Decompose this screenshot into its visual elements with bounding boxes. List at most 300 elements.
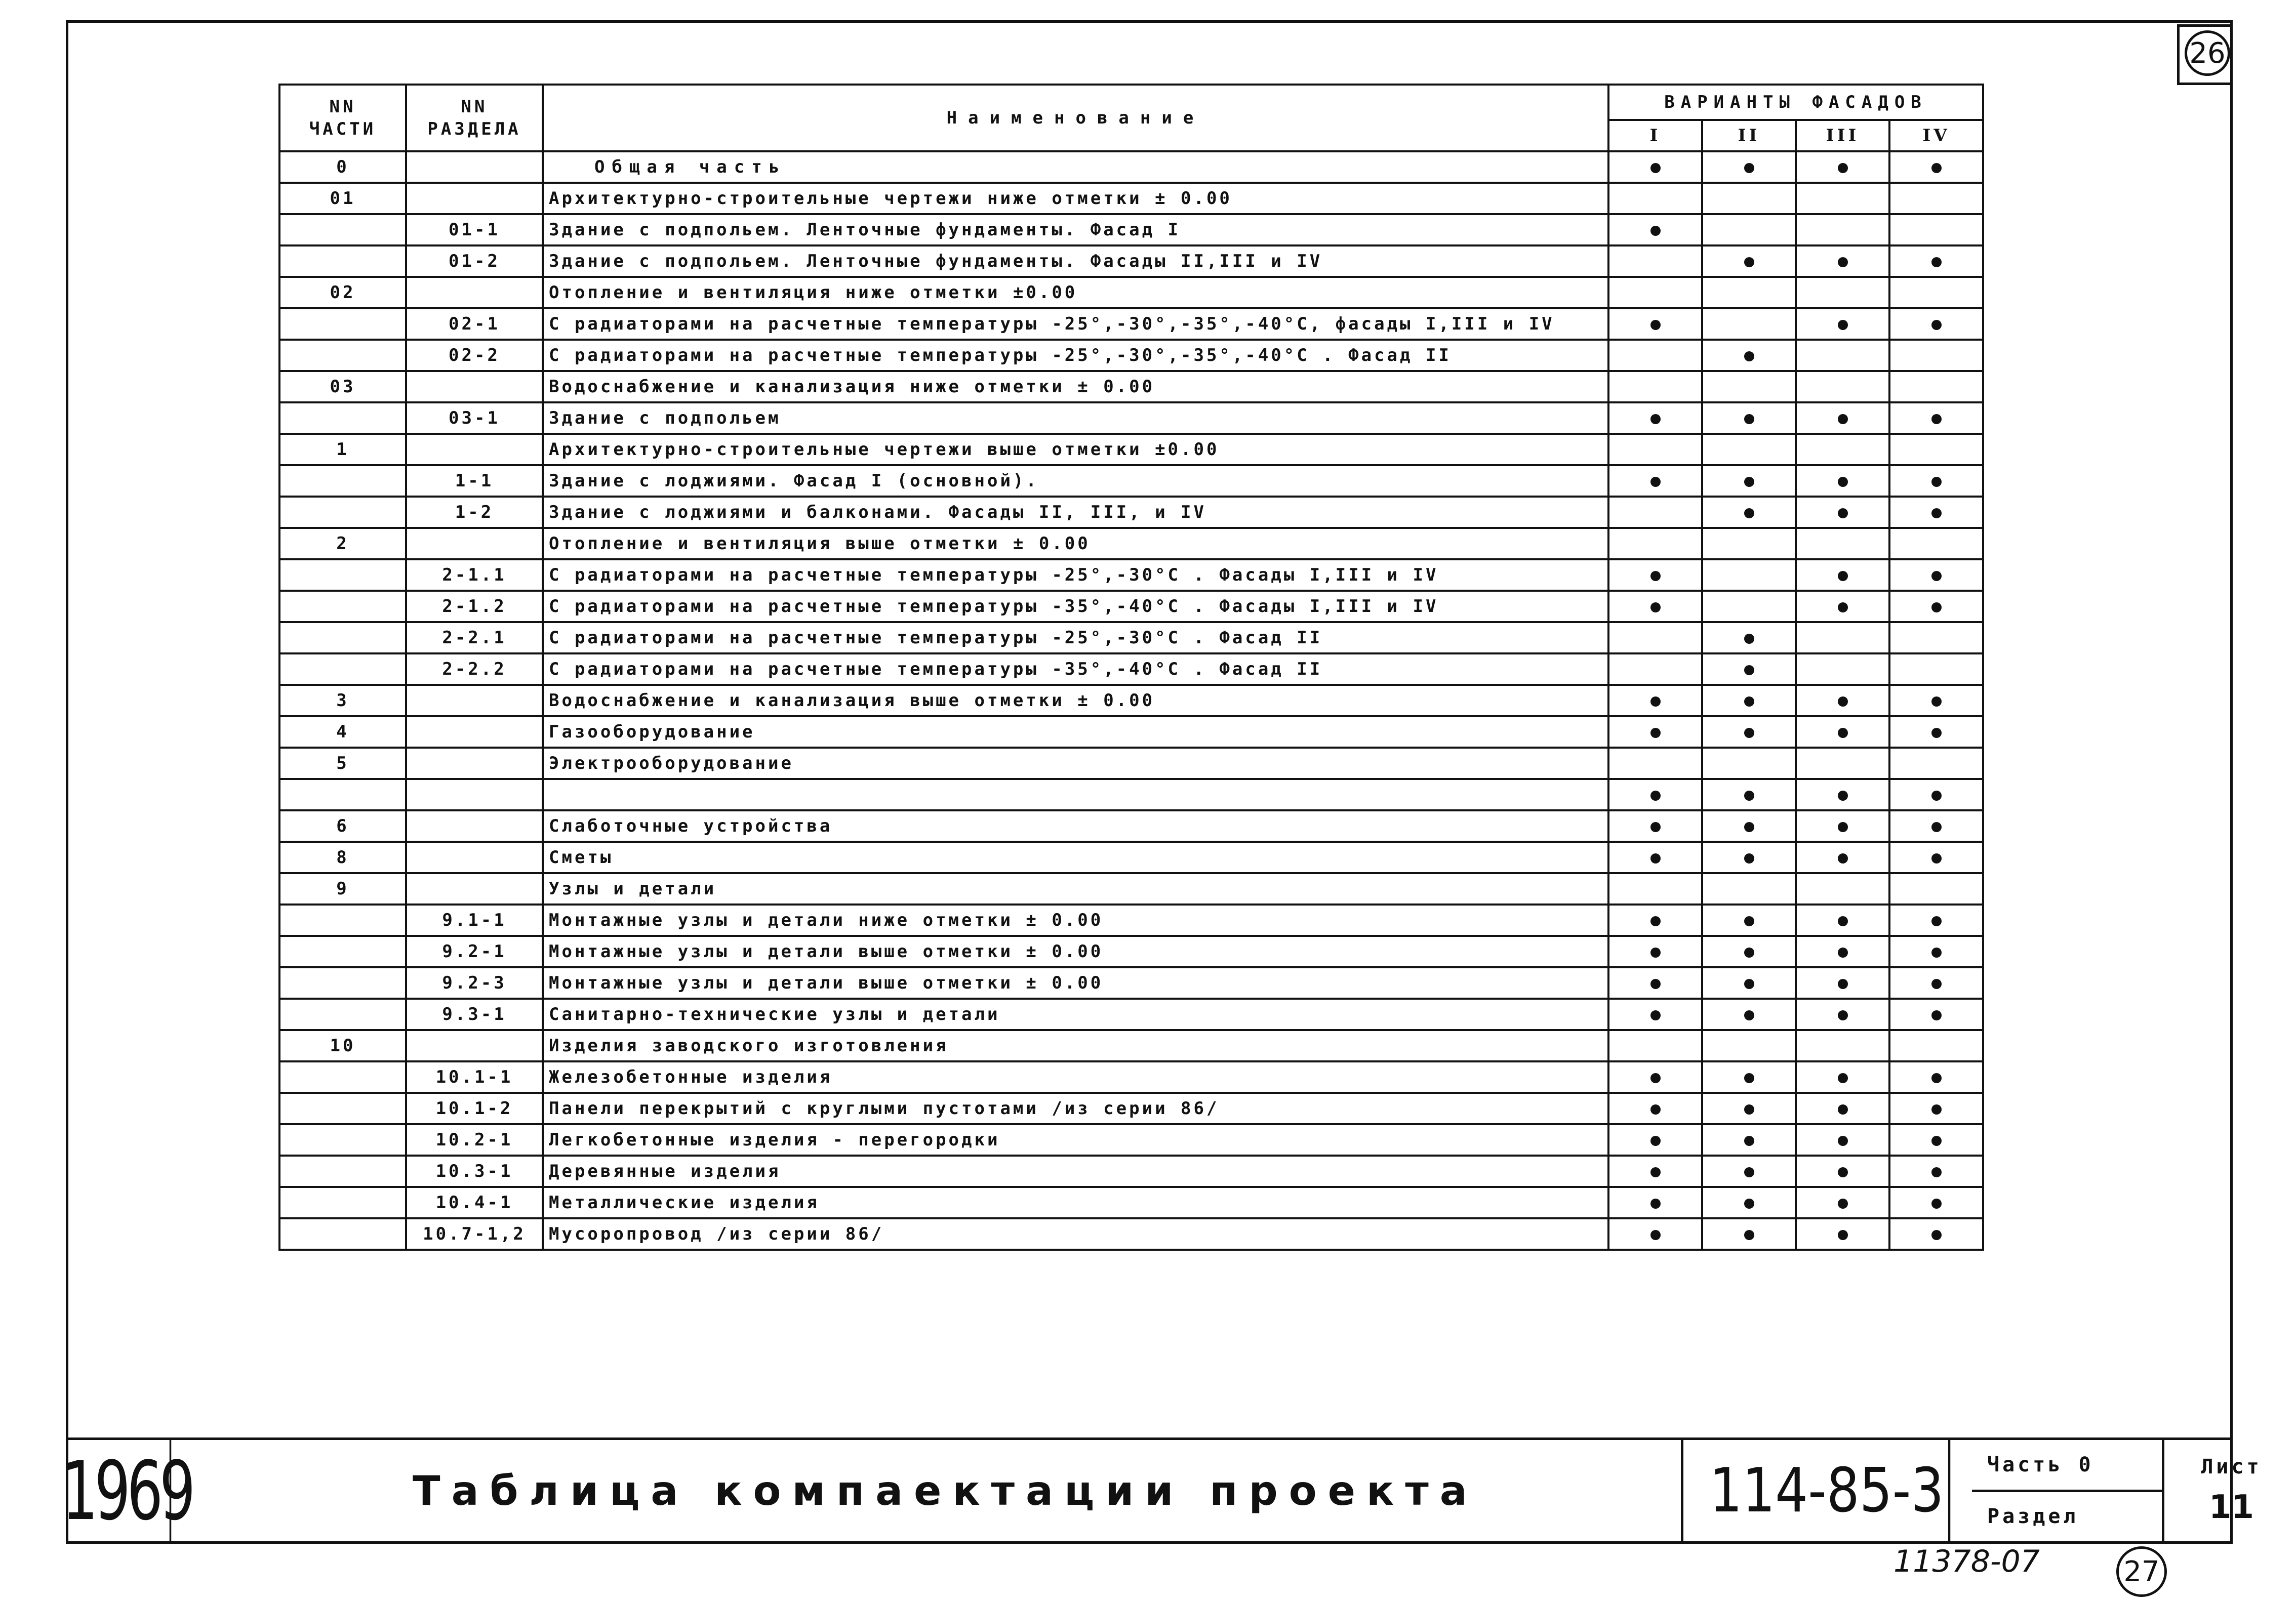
included-dot-icon <box>1744 1230 1754 1240</box>
facade-2-mark-cell <box>1702 999 1796 1030</box>
table-row <box>279 1156 1983 1187</box>
bottom-circle-number: 27 <box>2116 1546 2167 1597</box>
facade-1-mark-cell <box>1608 1093 1702 1124</box>
table-row <box>279 1187 1983 1218</box>
name-cell: Здание с подпольем. Ленточные фундаменты. Фасады II,III и IV <box>543 245 1608 277</box>
facade-3-mark-cell <box>1796 1093 1889 1124</box>
part-number-cell <box>279 779 406 810</box>
part-number-cell <box>279 308 406 340</box>
header-section-no: NN РАЗДЕЛА <box>406 85 543 151</box>
facade-2-mark-cell <box>1702 1124 1796 1156</box>
part-number-cell <box>279 1093 406 1124</box>
facade-4-mark-cell <box>1889 1187 1983 1218</box>
facade-4-mark-cell <box>1889 622 1983 653</box>
facade-1-mark-cell <box>1608 371 1702 402</box>
facade-2-mark-cell <box>1702 402 1796 434</box>
name-cell: Водоснабжение и канализация ниже отметки ± 0.00 <box>543 371 1608 402</box>
included-dot-icon <box>1744 1199 1754 1209</box>
name-cell: Железобетонные изделия <box>543 1061 1608 1093</box>
facade-4-mark-cell <box>1889 528 1983 559</box>
included-dot-icon <box>1931 477 1942 487</box>
name-cell: Здание с подпольем. Ленточные фундаменты. Фасад I <box>543 214 1608 245</box>
included-dot-icon <box>1744 634 1754 644</box>
name-cell: Деревянные изделия <box>543 1156 1608 1187</box>
included-dot-icon <box>1650 477 1661 487</box>
part-number-cell <box>279 559 406 591</box>
facade-4-mark-cell <box>1889 465 1983 497</box>
included-dot-icon <box>1744 853 1754 864</box>
table-row <box>279 528 1983 559</box>
facade-3-mark-cell <box>1796 1124 1889 1156</box>
part-number-cell: 6 <box>279 810 406 842</box>
table-row <box>279 497 1983 528</box>
table-row <box>279 716 1983 748</box>
included-dot-icon <box>1744 791 1754 801</box>
facade-3-mark-cell <box>1796 936 1889 967</box>
sheet-value: 11 <box>2208 1489 2254 1526</box>
part-number-cell <box>279 1218 406 1250</box>
included-dot-icon <box>1931 696 1942 707</box>
name-cell: Металлические изделия <box>543 1187 1608 1218</box>
facade-4-mark-cell <box>1889 1156 1983 1187</box>
facade-2-mark-cell <box>1702 371 1796 402</box>
facade-2-mark-cell <box>1702 685 1796 716</box>
facade-1-mark-cell <box>1608 622 1702 653</box>
header-facade-2: II <box>1702 120 1796 151</box>
facade-2-mark-cell <box>1702 1061 1796 1093</box>
table-row <box>279 371 1983 402</box>
included-dot-icon <box>1650 414 1661 424</box>
included-dot-icon <box>1838 1199 1848 1209</box>
included-dot-icon <box>1931 728 1942 738</box>
table-row <box>279 277 1983 308</box>
name-cell: Электрооборудование <box>543 748 1608 779</box>
completion-table <box>278 84 1984 1251</box>
facade-1-mark-cell <box>1608 497 1702 528</box>
facade-2-mark-cell <box>1702 559 1796 591</box>
facade-1-mark-cell <box>1608 402 1702 434</box>
section-number-cell <box>406 716 543 748</box>
table-row <box>279 653 1983 685</box>
facade-3-mark-cell <box>1796 402 1889 434</box>
part-number-cell <box>279 653 406 685</box>
part-number-cell: 03 <box>279 371 406 402</box>
included-dot-icon <box>1838 979 1848 989</box>
title-block <box>62 1437 2262 1544</box>
year: 1969 <box>85 1440 172 1541</box>
part-number-cell <box>279 465 406 497</box>
section-number-cell <box>406 183 543 214</box>
facade-2-mark-cell <box>1702 277 1796 308</box>
facade-3-mark-cell <box>1796 999 1889 1030</box>
included-dot-icon <box>1650 916 1661 926</box>
included-dot-icon <box>1744 163 1754 173</box>
archive-number: 11378-07 <box>1894 1544 2040 1579</box>
section-number-cell <box>406 685 543 716</box>
included-dot-icon <box>1931 602 1942 612</box>
name-cell: Монтажные узлы и детали выше отметки ± 0.00 <box>543 967 1608 999</box>
facade-3-mark-cell <box>1796 622 1889 653</box>
facade-2-mark-cell <box>1702 214 1796 245</box>
name-cell: Легкобетонные изделия - перегородки <box>543 1124 1608 1156</box>
included-dot-icon <box>1650 1167 1661 1177</box>
included-dot-icon <box>1838 948 1848 958</box>
table-row <box>279 340 1983 371</box>
part-number-cell: 1 <box>279 434 406 465</box>
included-dot-icon <box>1650 1136 1661 1146</box>
facade-4-mark-cell <box>1889 151 1983 183</box>
table-row <box>279 810 1983 842</box>
section-number-cell: 2-2.2 <box>406 653 543 685</box>
table-row <box>279 402 1983 434</box>
facade-3-mark-cell <box>1796 277 1889 308</box>
included-dot-icon <box>1650 948 1661 958</box>
facade-3-mark-cell <box>1796 685 1889 716</box>
included-dot-icon <box>1931 257 1942 267</box>
facade-3-mark-cell <box>1796 842 1889 873</box>
included-dot-icon <box>1650 602 1661 612</box>
facade-1-mark-cell <box>1608 528 1702 559</box>
name-cell <box>543 779 1608 810</box>
name-cell: Здание с лоджиями и балконами. Фасады II, III, и IV <box>543 497 1608 528</box>
section-number-cell: 9.1-1 <box>406 905 543 936</box>
part-number-cell: 10 <box>279 1030 406 1061</box>
part-number-cell <box>279 245 406 277</box>
name-cell: С радиаторами на расчетные температуры -25°,-30°,-35°,-40°С . Фасад II <box>543 340 1608 371</box>
facade-3-mark-cell <box>1796 779 1889 810</box>
included-dot-icon <box>1744 665 1754 675</box>
table-row <box>279 905 1983 936</box>
facade-1-mark-cell <box>1608 465 1702 497</box>
facade-2-mark-cell <box>1702 967 1796 999</box>
table-row <box>279 308 1983 340</box>
table-row <box>279 214 1983 245</box>
facade-3-mark-cell <box>1796 653 1889 685</box>
top-circle-number: 26 <box>2185 30 2230 76</box>
included-dot-icon <box>1650 853 1661 864</box>
part-number-cell <box>279 936 406 967</box>
facade-4-mark-cell <box>1889 308 1983 340</box>
included-dot-icon <box>1838 916 1848 926</box>
name-cell: Санитарно-технические узлы и детали <box>543 999 1608 1030</box>
included-dot-icon <box>1931 791 1942 801</box>
part-section-box <box>1972 1440 2164 1541</box>
sheet-box <box>2164 1440 2296 1541</box>
table-row <box>279 183 1983 214</box>
table-row <box>279 842 1983 873</box>
table-row <box>279 1124 1983 1156</box>
facade-4-mark-cell <box>1889 277 1983 308</box>
included-dot-icon <box>1744 822 1754 832</box>
included-dot-icon <box>1838 508 1848 518</box>
facade-4-mark-cell <box>1889 559 1983 591</box>
part-number-cell <box>279 497 406 528</box>
included-dot-icon <box>1838 1073 1848 1083</box>
facade-2-mark-cell <box>1702 622 1796 653</box>
section-number-cell: 02-1 <box>406 308 543 340</box>
facade-3-mark-cell <box>1796 873 1889 905</box>
section-number-cell <box>406 1030 543 1061</box>
name-cell: Монтажные узлы и детали ниже отметки ± 0.00 <box>543 905 1608 936</box>
facade-2-mark-cell <box>1702 1218 1796 1250</box>
facade-3-mark-cell <box>1796 591 1889 622</box>
section-number-cell <box>406 151 543 183</box>
header-facade-3: III <box>1796 120 1889 151</box>
facade-4-mark-cell <box>1889 183 1983 214</box>
facade-3-mark-cell <box>1796 371 1889 402</box>
section-number-cell: 1-2 <box>406 497 543 528</box>
facade-4-mark-cell <box>1889 1061 1983 1093</box>
facade-1-mark-cell <box>1608 559 1702 591</box>
facade-2-mark-cell <box>1702 528 1796 559</box>
section-number-cell <box>406 873 543 905</box>
facade-3-mark-cell <box>1796 308 1889 340</box>
facade-1-mark-cell <box>1608 748 1702 779</box>
facade-2-mark-cell <box>1702 465 1796 497</box>
facade-3-mark-cell <box>1796 245 1889 277</box>
part-number-cell <box>279 967 406 999</box>
section-number-cell: 2-1.1 <box>406 559 543 591</box>
facade-3-mark-cell <box>1796 748 1889 779</box>
facade-4-mark-cell <box>1889 810 1983 842</box>
table-row <box>279 967 1983 999</box>
facade-2-mark-cell <box>1702 936 1796 967</box>
name-cell: Здание с подпольем <box>543 402 1608 434</box>
facade-3-mark-cell <box>1796 497 1889 528</box>
part-number-cell: 01 <box>279 183 406 214</box>
name-cell: С радиаторами на расчетные температуры -35°,-40°С . Фасады I,III и IV <box>543 591 1608 622</box>
section-number-cell: 10.7-1,2 <box>406 1218 543 1250</box>
facade-4-mark-cell <box>1889 1030 1983 1061</box>
facade-4-mark-cell <box>1889 434 1983 465</box>
part-number-cell: 9 <box>279 873 406 905</box>
facade-1-mark-cell <box>1608 1156 1702 1187</box>
header-facade-4: IV <box>1889 120 1983 151</box>
table-row <box>279 779 1983 810</box>
part-number-cell: 8 <box>279 842 406 873</box>
facade-2-mark-cell <box>1702 842 1796 873</box>
section-number-cell: 10.1-2 <box>406 1093 543 1124</box>
included-dot-icon <box>1931 1073 1942 1083</box>
section-number-cell: 01-1 <box>406 214 543 245</box>
header-variants: ВАРИАНТЫ ФАСАДОВ <box>1608 85 1983 120</box>
included-dot-icon <box>1650 571 1661 581</box>
facade-4-mark-cell <box>1889 245 1983 277</box>
facade-4-mark-cell <box>1889 371 1983 402</box>
part-number-cell <box>279 1061 406 1093</box>
table-row <box>279 245 1983 277</box>
document-title: Таблица компаектации проекта <box>190 1440 1683 1541</box>
included-dot-icon <box>1838 320 1848 330</box>
included-dot-icon <box>1931 948 1942 958</box>
facade-4-mark-cell <box>1889 591 1983 622</box>
facade-3-mark-cell <box>1796 1218 1889 1250</box>
part-number-cell <box>279 1124 406 1156</box>
facade-2-mark-cell <box>1702 1093 1796 1124</box>
facade-2-mark-cell <box>1702 434 1796 465</box>
included-dot-icon <box>1838 1104 1848 1115</box>
facade-1-mark-cell <box>1608 653 1702 685</box>
facade-2-mark-cell <box>1702 810 1796 842</box>
table-row <box>279 999 1983 1030</box>
included-dot-icon <box>1744 979 1754 989</box>
facade-3-mark-cell <box>1796 967 1889 999</box>
facade-4-mark-cell <box>1889 905 1983 936</box>
section-number-cell: 10.3-1 <box>406 1156 543 1187</box>
part-number-cell <box>279 214 406 245</box>
table-row <box>279 434 1983 465</box>
name-cell: С радиаторами на расчетные температуры -25°,-30°,-35°,-40°С, фасады I,III и IV <box>543 308 1608 340</box>
part-number-cell <box>279 591 406 622</box>
facade-1-mark-cell <box>1608 1061 1702 1093</box>
facade-1-mark-cell <box>1608 999 1702 1030</box>
included-dot-icon <box>1650 226 1661 236</box>
facade-3-mark-cell <box>1796 528 1889 559</box>
facade-2-mark-cell <box>1702 308 1796 340</box>
included-dot-icon <box>1838 728 1848 738</box>
included-dot-icon <box>1931 508 1942 518</box>
facade-1-mark-cell <box>1608 340 1702 371</box>
part-number-cell <box>279 340 406 371</box>
part-number-cell <box>279 1187 406 1218</box>
name-cell: Архитектурно-строительные чертежи ниже отметки ± 0.00 <box>543 183 1608 214</box>
part-label: Часть 0 <box>1972 1440 2162 1492</box>
facade-1-mark-cell <box>1608 183 1702 214</box>
facade-1-mark-cell <box>1608 967 1702 999</box>
section-number-cell: 10.4-1 <box>406 1187 543 1218</box>
section-number-cell <box>406 528 543 559</box>
name-cell: Панели перекрытий с круглыми пустотами /из серии 86/ <box>543 1093 1608 1124</box>
included-dot-icon <box>1650 822 1661 832</box>
included-dot-icon <box>1744 351 1754 361</box>
header-facade-1: I <box>1608 120 1702 151</box>
included-dot-icon <box>1650 791 1661 801</box>
included-dot-icon <box>1650 1230 1661 1240</box>
section-number-cell: 2-1.2 <box>406 591 543 622</box>
included-dot-icon <box>1650 163 1661 173</box>
facade-1-mark-cell <box>1608 716 1702 748</box>
included-dot-icon <box>1931 1104 1942 1115</box>
included-dot-icon <box>1838 602 1848 612</box>
facade-4-mark-cell <box>1889 653 1983 685</box>
included-dot-icon <box>1931 320 1942 330</box>
section-number-cell: 01-2 <box>406 245 543 277</box>
included-dot-icon <box>1650 1073 1661 1083</box>
facade-2-mark-cell <box>1702 245 1796 277</box>
facade-4-mark-cell <box>1889 685 1983 716</box>
section-number-cell <box>406 277 543 308</box>
section-number-cell: 10.1-1 <box>406 1061 543 1093</box>
part-number-cell <box>279 402 406 434</box>
name-cell: Слаботочные устройства <box>543 810 1608 842</box>
name-cell: Водоснабжение и канализация выше отметки ± 0.00 <box>543 685 1608 716</box>
part-number-cell <box>279 622 406 653</box>
facade-1-mark-cell <box>1608 1124 1702 1156</box>
table-row <box>279 936 1983 967</box>
name-cell: Отопление и вентиляция ниже отметки ±0.00 <box>543 277 1608 308</box>
included-dot-icon <box>1744 1104 1754 1115</box>
part-number-cell <box>279 999 406 1030</box>
facade-4-mark-cell <box>1889 1124 1983 1156</box>
section-number-cell: 9.2-1 <box>406 936 543 967</box>
facade-2-mark-cell <box>1702 591 1796 622</box>
table-row <box>279 151 1983 183</box>
facade-1-mark-cell <box>1608 936 1702 967</box>
included-dot-icon <box>1931 853 1942 864</box>
facade-4-mark-cell <box>1889 214 1983 245</box>
facade-3-mark-cell <box>1796 1061 1889 1093</box>
name-cell: Изделия заводского изготовления <box>543 1030 1608 1061</box>
included-dot-icon <box>1650 1104 1661 1115</box>
name-cell: С радиаторами на расчетные температуры -35°,-40°С . Фасад II <box>543 653 1608 685</box>
included-dot-icon <box>1931 1010 1942 1020</box>
name-cell: Общая часть <box>543 151 1608 183</box>
facade-1-mark-cell <box>1608 905 1702 936</box>
facade-1-mark-cell <box>1608 842 1702 873</box>
facade-3-mark-cell <box>1796 1156 1889 1187</box>
included-dot-icon <box>1931 414 1942 424</box>
table-body <box>279 151 1983 1250</box>
facade-2-mark-cell <box>1702 905 1796 936</box>
included-dot-icon <box>1650 979 1661 989</box>
facade-4-mark-cell <box>1889 1218 1983 1250</box>
facade-2-mark-cell <box>1702 1156 1796 1187</box>
facade-1-mark-cell <box>1608 779 1702 810</box>
table-row <box>279 591 1983 622</box>
header-part-no: NN ЧАСТИ <box>279 85 406 151</box>
included-dot-icon <box>1744 948 1754 958</box>
included-dot-icon <box>1838 414 1848 424</box>
section-number-cell: 9.2-3 <box>406 967 543 999</box>
facade-4-mark-cell <box>1889 842 1983 873</box>
section-number-cell: 03-1 <box>406 402 543 434</box>
included-dot-icon <box>1744 696 1754 707</box>
section-number-cell <box>406 434 543 465</box>
facade-3-mark-cell <box>1796 1030 1889 1061</box>
facade-2-mark-cell <box>1702 1187 1796 1218</box>
facade-2-mark-cell <box>1702 340 1796 371</box>
included-dot-icon <box>1650 1199 1661 1209</box>
facade-3-mark-cell <box>1796 1187 1889 1218</box>
facade-4-mark-cell <box>1889 497 1983 528</box>
facade-1-mark-cell <box>1608 685 1702 716</box>
facade-1-mark-cell <box>1608 308 1702 340</box>
included-dot-icon <box>1931 822 1942 832</box>
facade-2-mark-cell <box>1702 497 1796 528</box>
included-dot-icon <box>1744 1010 1754 1020</box>
facade-2-mark-cell <box>1702 653 1796 685</box>
header-name: Наименование <box>543 85 1608 151</box>
name-cell: Отопление и вентиляция выше отметки ± 0.00 <box>543 528 1608 559</box>
included-dot-icon <box>1838 853 1848 864</box>
section-number-cell <box>406 371 543 402</box>
facade-2-mark-cell <box>1702 183 1796 214</box>
facade-3-mark-cell <box>1796 434 1889 465</box>
table-row <box>279 622 1983 653</box>
table-row <box>279 465 1983 497</box>
included-dot-icon <box>1650 320 1661 330</box>
facade-1-mark-cell <box>1608 214 1702 245</box>
part-number-cell: 3 <box>279 685 406 716</box>
included-dot-icon <box>1931 916 1942 926</box>
section-number-cell: 2-2.1 <box>406 622 543 653</box>
part-number-cell: 2 <box>279 528 406 559</box>
part-number-cell <box>279 1156 406 1187</box>
facade-2-mark-cell <box>1702 716 1796 748</box>
facade-4-mark-cell <box>1889 873 1983 905</box>
facade-2-mark-cell <box>1702 873 1796 905</box>
facade-4-mark-cell <box>1889 1093 1983 1124</box>
